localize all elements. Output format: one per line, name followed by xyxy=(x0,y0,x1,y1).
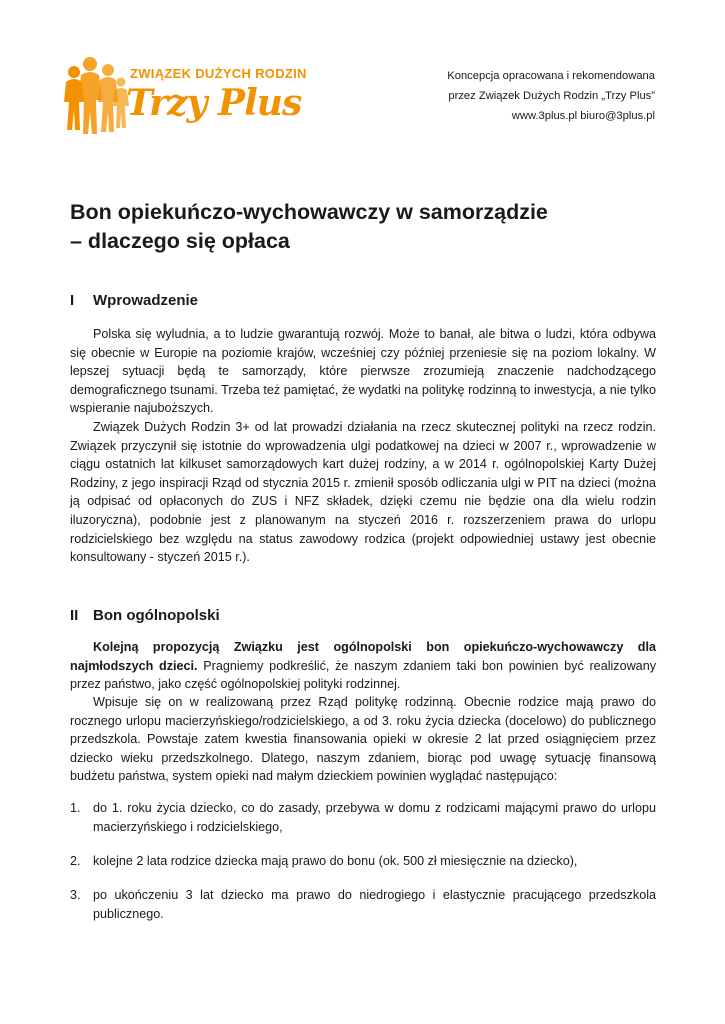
organization-logo xyxy=(60,52,307,142)
section-1-number: I xyxy=(70,292,75,309)
family-figures-icon xyxy=(60,52,130,140)
list-item xyxy=(70,852,656,871)
section-2-heading xyxy=(70,607,220,624)
logo-brand-name: Trzy Plus xyxy=(126,82,302,124)
list-item xyxy=(70,886,656,923)
document-title xyxy=(70,198,660,256)
list-item-text: kolejne 2 lata rodzice dziecka mają prawo do bonu (ok. 500 zł miesięcznie na dziecko), xyxy=(93,854,578,868)
section-2-bold-lead: Kolejną propozycją Związku jest ogólnopolski bon opiekuńczo-wychowawczy dla najmłodszych dzieci. xyxy=(70,640,656,673)
section-2-title: Bon ogólnopolski xyxy=(93,607,220,624)
list-item-number: 1. xyxy=(70,801,81,815)
section-2-paragraph-1 xyxy=(70,638,656,694)
list-item-text: po ukończeniu 3 lat dziecko ma prawo do niedrogiego i elastycznie pracującego przedszkola publicznego. xyxy=(93,888,656,921)
header-info xyxy=(447,66,655,126)
title-line-2: – dlaczego się opłaca xyxy=(70,229,290,253)
list-item xyxy=(70,799,656,836)
header-line-1: Koncepcja opracowana i rekomendowana xyxy=(447,70,655,82)
section-1-paragraph-2: Związek Dużych Rodzin 3+ od lat prowadzi działania na rzecz skutecznej polityki na rzecz rodzin. Związek przyczynił się istotnie do wprowadzenia ulgi podatkowej na dzieci w 2007 r., wprowadzenie w ciągu ostatnich lat kilkuset samorządowych kart dużej rodziny, a w 2014 r. ogólnopolskiej Karty Dużej Rodziny, z jego inspiracji Rząd od stycznia 2015 r. zmienił sposób odliczania ulgi w PIT na dzieci (można ją odpisać od opłaconych do ZUS i NFZ składek, dzięki czemu nie będzie ona dla wielu rodzin iluzoryczna), podobnie jest z planowanym na styczeń 2016 r. rozszerzeniem prawa do urlopu rodzicielskiego bez względu na status zawodowy rodzica (projekt odpowiedniej ustawy jest obecnie konsultowany - styczeń 2015 r.). xyxy=(70,420,656,565)
list-item-number: 3. xyxy=(70,888,81,902)
logo-org-name: ZWIĄZEK DUŻYCH RODZIN xyxy=(130,66,307,81)
header-contact: www.3plus.pl biuro@3plus.pl xyxy=(511,110,655,122)
section-1-heading xyxy=(70,292,198,309)
section-1-title: Wprowadzenie xyxy=(93,292,199,309)
section-2-number: II xyxy=(70,607,79,624)
list-item-number: 2. xyxy=(70,854,81,868)
section-2-paragraph-2: Wpisuje się on w realizowaną przez Rząd politykę rodzinną. Obecnie rodzice mają prawo do rocznego urlopu macierzyńskiego/rodzicielskiego, a od 3. roku życia dziecka (docelowo) do publicznego przedszkola. Powstaje zatem kwestia finansowania opieki w okresie 2 lat przed osiągnięciem przez dziecko wieku przedszkolnego. Dlatego, naszym zdaniem, biorąc pod uwagę sytuację finansową budżetu państwa, system opieki nad małym dzieckiem powinien wyglądać następująco: xyxy=(70,695,656,784)
section-2-paragraph-1-rest: Pragniemy podkreślić, że naszym zdaniem taki bon powinien być realizowany przez państwo, jako część ogólnopolskiej polityki rodzinnej. xyxy=(70,658,656,692)
title-line-1: Bon opiekuńczo-wychowawczy w samorządzie xyxy=(70,200,548,224)
header-line-2: przez Związek Dużych Rodzin „Trzy Plus” xyxy=(448,90,655,102)
list-item-text: do 1. roku życia dziecko, co do zasady, przebywa w domu z rodzicami mającymi prawo do urlopu macierzyńskiego i rodzicielskiego, xyxy=(93,801,656,834)
section-1-paragraph-1: Polska się wyludnia, a to ludzie gwarantują rozwój. Może to banał, ale bitwa o ludzi, która odbywa się obecnie w Europie na poziomie krajów, wcześniej czy później przeniesie się na poziom lokalny. W lepszej sytuacji będą te samorządy, które pierwsze zrozumieją znaczenie nadchodzącego demograficznego tsunami. Trzeba też pamiętać, że wydatki na politykę rodzinną to inwestycja, a nie tylko wspieranie najuboższych. xyxy=(70,327,656,416)
